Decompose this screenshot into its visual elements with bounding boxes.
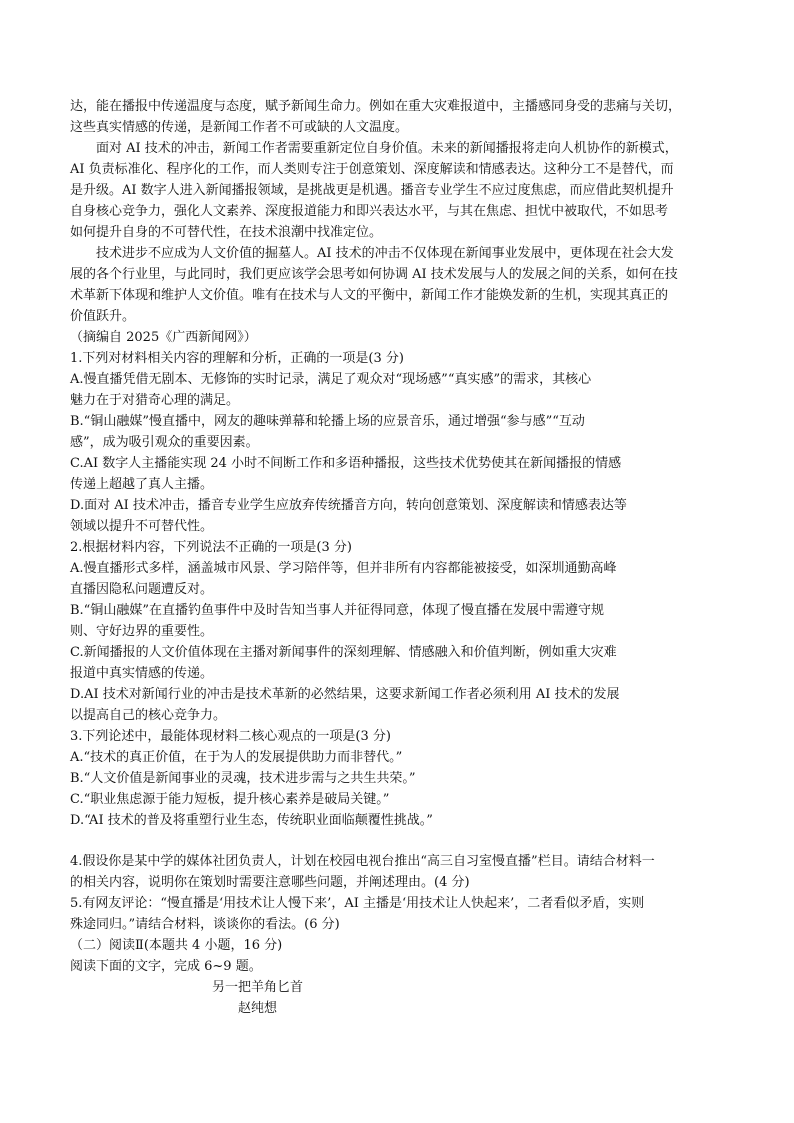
text-line: C.“职业焦虑源于能力短板，提升核心素养是破局关键。” bbox=[70, 792, 390, 807]
text-line: 魅力在于对猎奇心理的满足。 bbox=[70, 393, 240, 408]
text-line: 1.下列对材料相关内容的理解和分析，正确的一项是(3 分) bbox=[70, 351, 404, 366]
text-line: B.“铜山融媒”在直播钓鱼事件中及时告知当事人并征得同意，体现了慢直播在发展中需遵守规 bbox=[70, 603, 604, 618]
text-line: 价值跃升。 bbox=[70, 309, 136, 324]
text-line: 3.下列论述中，最能体现材料二核心观点的一项是(3 分) bbox=[70, 729, 391, 744]
text-line: D.面对 AI 技术冲击，播音专业学生应放弃传统播音方向，转向创意策划、深度解读和情感表达等 bbox=[70, 498, 627, 513]
text-line: 报道中真实情感的传递。 bbox=[70, 666, 214, 681]
text-line: AI 负责标准化、程序化的工作，而人类则专注于创意策划、深度解读和情感表达。这种分工不是替代，而 bbox=[70, 162, 674, 177]
text-line: B.“人文价值是新闻事业的灵魂，技术进步需与之共生共荣。” bbox=[70, 771, 416, 786]
text-line: 则、守好边界的重要性。 bbox=[70, 624, 214, 639]
text-line: 展的各个行业里，与此同时，我们更应该学会思考如何协调 AI 技术发展与人的发展之间的关系，如何在技 bbox=[70, 267, 678, 282]
text-line: 传递上超越了真人主播。 bbox=[70, 477, 214, 492]
text-line: 领域以提升不可替代性。 bbox=[70, 519, 214, 534]
text-line: C.AI 数字人主播能实现 24 小时不间断工作和多语种播报，这些技术优势使其在新闻播报的情感 bbox=[70, 456, 622, 471]
blank-line bbox=[70, 831, 730, 851]
text-line: D.“AI 技术的普及将重塑行业生态，传统职业面临颠覆性挑战。” bbox=[70, 813, 433, 828]
text-line: A.“技术的真正价值，在于为人的发展提供助力而非替代。” bbox=[70, 750, 403, 765]
text-line: B.“铜山融媒”慢直播中，网友的趣味弹幕和轮播上场的应景音乐，通过增强“参与感”“互动 bbox=[70, 414, 585, 429]
text-line: 是升级。AI 数字人进入新闻播报领域，是挑战更是机遇。播音专业学生不应过度焦虑，而应借此契机提升 bbox=[70, 183, 674, 198]
text-line: 自身核心竞争力，强化人文素养、深度报道能力和即兴表达水平，与其在焦虑、担忧中被取代，不如思考 bbox=[70, 204, 669, 219]
text-line: 技术进步不应成为人文价值的掘墓人。AI 技术的冲击不仅体现在新闻事业发展中，更体现在社会大发 bbox=[96, 246, 674, 261]
text-line: 4.假设你是某中学的媒体社团负责人，计划在校园电视台推出“高三自习室慢直播”栏目。请结合材料一 bbox=[70, 854, 655, 869]
text-line: 达，能在播报中传递温度与态度，赋予新闻生命力。例如在重大灾难报道中，主播感同身受的悲痛与关切， bbox=[70, 99, 682, 114]
text-line: A.慢直播凭借无剧本、无修饰的实时记录，满足了观众对“现场感”“真实感”的需求，其核心 bbox=[70, 372, 592, 387]
text-line: C.新闻播报的人文价值体现在主播对新闻事件的深刻理解、情感融入和价值判断，例如重大灾难 bbox=[70, 645, 617, 660]
text-line: 直播因隐私问题遭反对。 bbox=[70, 582, 214, 597]
article-author: 赵纯想 bbox=[238, 1001, 278, 1016]
text-line: （二）阅读Ⅱ(本题共 4 小题，16 分) bbox=[70, 938, 283, 953]
text-line: （摘编自 2025《广西新闻网》） bbox=[70, 330, 257, 345]
text-line: 感”，成为吸引观众的重要因素。 bbox=[70, 435, 259, 450]
document-page bbox=[70, 96, 730, 1019]
text-line: 阅读下面的文字，完成 6~9 题。 bbox=[70, 959, 262, 974]
text-line: D.AI 技术对新闻行业的冲击是技术革新的必然结果，这要求新闻工作者必须利用 AI 技术的发展 bbox=[70, 687, 620, 702]
text-line: 如何提升自身的不可替代性，在技术浪潮中找准定位。 bbox=[70, 225, 383, 240]
article-title: 另一把羊角匕首 bbox=[212, 980, 304, 995]
text-line: 殊途同归。”请结合材料，谈谈你的看法。(6 分) bbox=[70, 917, 340, 932]
text-line: 5.有网友评论：“慢直播是‘用技术让人慢下来’，AI 主播是‘用技术让人快起来’，二者看似矛盾，实则 bbox=[70, 896, 645, 911]
text-line: 术革新下体现和维护人文价值。唯有在技术与人文的平衡中，新闻工作才能焕发新的生机，实现其真正的 bbox=[70, 288, 669, 303]
text-line: 2.根据材料内容，下列说法不正确的一项是(3 分) bbox=[70, 540, 352, 555]
text-line: 以提高自己的核心竞争力。 bbox=[70, 708, 227, 723]
text-line: 的相关内容，说明你在策划时需要注意哪些问题，并阐述理由。(4 分) bbox=[70, 875, 470, 890]
text-line: 这些真实情感的传递，是新闻工作者不可或缺的人文温度。 bbox=[70, 120, 409, 135]
text-line: 面对 AI 技术的冲击，新闻工作者需要重新定位自身价值。未来的新闻播报将走向人机协作的新模式， bbox=[96, 141, 678, 156]
text-line: A.慢直播形式多样，涵盖城市风景、学习陪伴等，但并非所有内容都能被接受，如深圳通勤高峰 bbox=[70, 561, 617, 576]
